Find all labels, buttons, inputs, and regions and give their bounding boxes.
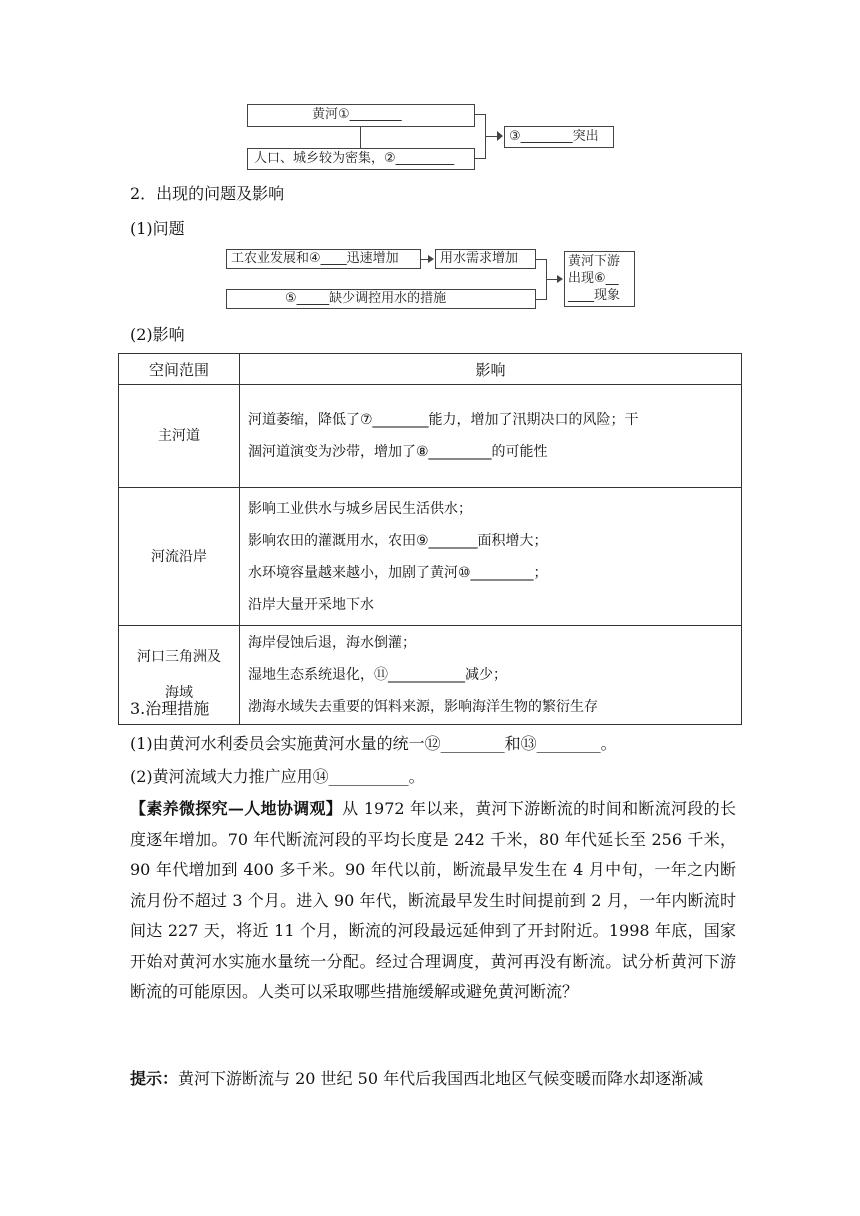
effect-line: 沿岸大量开采地下水 bbox=[248, 596, 374, 613]
diagram2-box-industry: 工农业发展和④____迅速增加 bbox=[226, 249, 421, 269]
diagram2-box-result bbox=[564, 251, 635, 307]
diagram1-box-population: 人口、城乡较为密集，②_________ bbox=[247, 148, 475, 170]
sub-problem-title: (1)问题 bbox=[130, 219, 185, 238]
effect-line: 水环境容量越来越小，加剧了黄河⑩_________； bbox=[248, 564, 548, 581]
table-row bbox=[119, 488, 742, 626]
scope-line-2: 海域 bbox=[165, 685, 193, 701]
explore-paragraph bbox=[130, 794, 736, 1008]
header-scope: 空间范围 bbox=[119, 354, 240, 385]
arrow-icon bbox=[557, 275, 563, 283]
explore-label: 【素养微探究—人地协调观】 bbox=[130, 799, 343, 818]
effect-line: 涸河道演变为沙带，增加了⑧_________的可能性 bbox=[248, 444, 548, 460]
diagram1-box-result: ③________突出 bbox=[504, 126, 614, 148]
effect-line: 渤海水域失去重要的饵料来源，影响海洋生物的繁衍生存 bbox=[248, 699, 598, 715]
effect-cell bbox=[240, 626, 742, 725]
effect-line: 河道萎缩，降低了⑦________能力，增加了汛期决口的风险；干 bbox=[248, 412, 639, 428]
effect-cell bbox=[240, 385, 742, 488]
measure-1: (1)由黄河水利委员会实施黄河水量的统一⑫________和⑬________。 bbox=[130, 734, 617, 753]
result-line-2: 出现⑥__ bbox=[568, 271, 619, 286]
hint-text: 黄河下游断流与 20 世纪 50 年代后我国西北地区气候变暖而降水却逐渐减 bbox=[178, 1069, 704, 1088]
measure-2: (2)黄河流域大力推广应用⑭__________。 bbox=[130, 767, 425, 786]
section-2-title: 2．出现的问题及影响 bbox=[130, 184, 285, 203]
effect-line: 海岸侵蚀后退，海水倒灌； bbox=[248, 635, 416, 651]
table-row bbox=[119, 626, 742, 725]
explore-text: 从 1972 年以来，黄河下游断流的时间和断流河段的长度逐年增加。70 年代断流河段的平均长度是 242 千米，80 年代延长至 256 千米，90 年代增加到 400 多千米。90 年代以前，断流最早发生在 4 月中旬，一年之内断流月份不超过 3 个月。进入 90 年代，断流最早发生时间提前到 2 月，一年内断流时间达 227 天，将近 11 个月，断流的河段最远延伸到了开封附近。1998 年底，国家开始对黄河水实施水量统一分配。经过合理调度，黄河再没有断流。试分析黄河下游断流的可能原因。人类可以采取哪些措施缓解或避免黄河断流？ bbox=[130, 799, 736, 1001]
table-row bbox=[119, 385, 742, 488]
section-3-title: 3.治理措施 bbox=[130, 699, 210, 718]
arrow-icon bbox=[497, 131, 503, 141]
diagram2-box-regulation: ⑤_____缺少调控用水的措施 bbox=[226, 289, 536, 309]
scope-cell: 主河道 bbox=[119, 385, 240, 488]
effect-line: 影响工业供水与城乡居民生活供水； bbox=[248, 500, 472, 517]
diagram2-box-demand: 用水需求增加 bbox=[435, 249, 536, 269]
sub-effect-title: (2)影响 bbox=[130, 325, 185, 344]
diagram1-box-yellow-river: 黄河①________ bbox=[247, 104, 475, 127]
header-effect: 影响 bbox=[240, 354, 742, 385]
hint-label: 提示： bbox=[130, 1069, 179, 1088]
scope-line-1: 河口三角洲及 bbox=[137, 649, 221, 665]
hint-paragraph bbox=[130, 1064, 736, 1095]
result-line-3: ____现象 bbox=[568, 288, 621, 303]
table-header-row bbox=[119, 354, 742, 385]
scope-cell: 河流沿岸 bbox=[119, 488, 240, 626]
effect-cell bbox=[240, 488, 742, 626]
arrow-icon bbox=[428, 255, 434, 263]
effects-table bbox=[118, 353, 742, 725]
result-line-1: 黄河下游 bbox=[568, 254, 621, 269]
effect-line: 影响农田的灌溉用水，农田⑨_______面积增大； bbox=[248, 532, 548, 549]
effect-line: 湿地生态系统退化，⑪___________减少； bbox=[248, 667, 507, 683]
